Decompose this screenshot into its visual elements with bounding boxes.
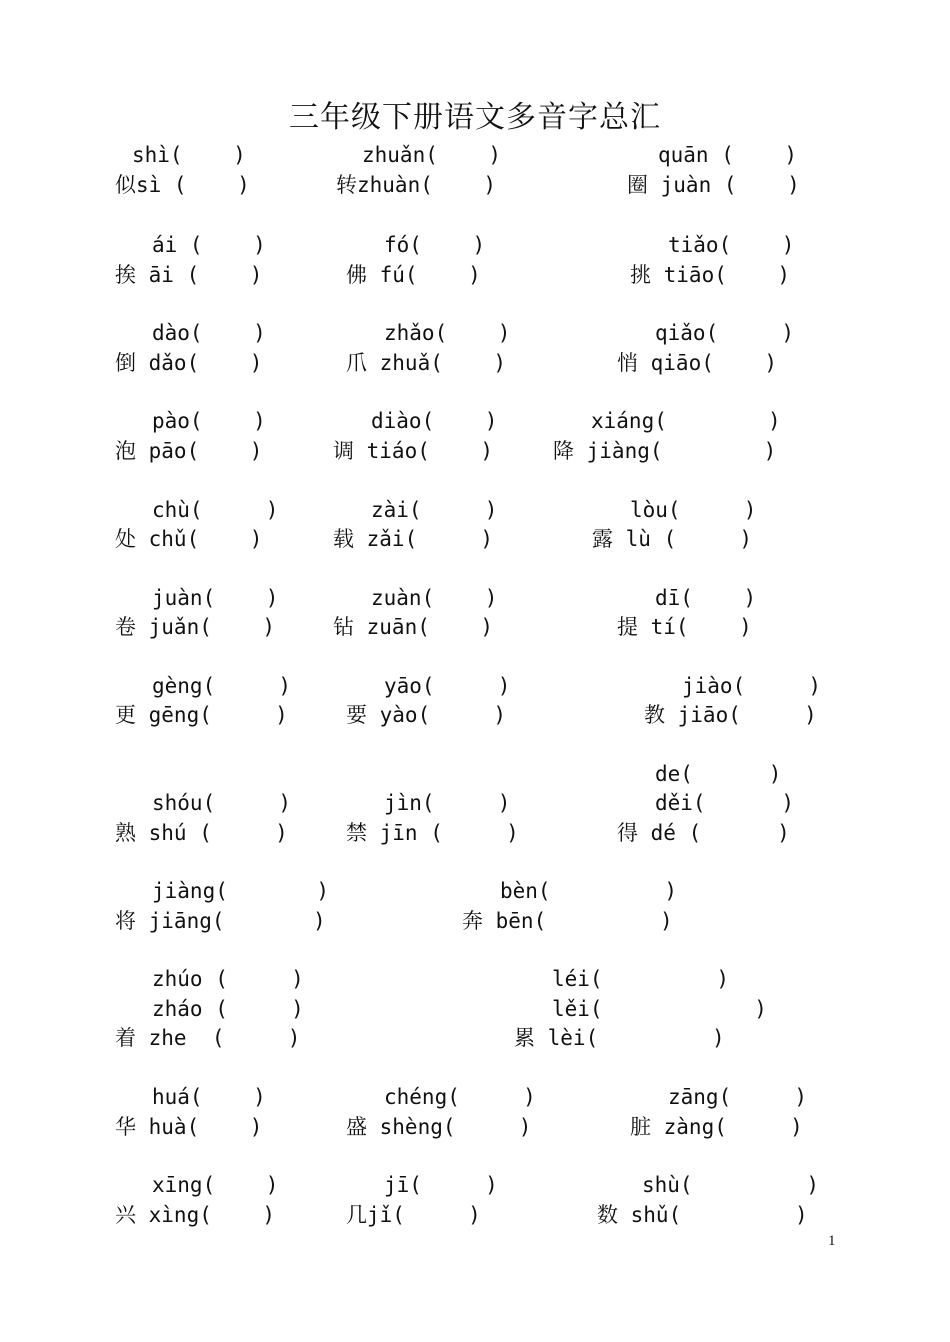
polyphone-entry: zhǎo( ) [384, 321, 511, 345]
polyphone-entry: tiǎo( ) [668, 233, 795, 257]
polyphone-entry: zāng( ) [668, 1085, 808, 1109]
polyphone-entry: yāo( ) [384, 674, 511, 698]
polyphone-entry: 数 shǔ( ) [597, 1203, 808, 1227]
polyphone-entry: de( ) [655, 762, 782, 786]
polyphone-entry: 佛 fú( ) [346, 263, 481, 287]
polyphone-entry: 禁 jīn ( ) [346, 821, 519, 845]
polyphone-entry: 盛 shèng( ) [346, 1115, 532, 1139]
polyphone-entry: fó( ) [384, 233, 486, 257]
polyphone-entry: jī( ) [384, 1173, 498, 1197]
polyphone-entry: 悄 qiāo( ) [617, 351, 778, 375]
polyphone-entry: 圈 juàn ( ) [627, 173, 800, 197]
polyphone-entry: 露 lù ( ) [592, 527, 753, 551]
polyphone-entry: 华 huà( ) [115, 1115, 263, 1139]
polyphone-entry: juàn( ) [152, 586, 279, 610]
polyphone-entry: dī( ) [655, 586, 757, 610]
polyphone-entry: 调 tiáo( ) [333, 439, 494, 463]
polyphone-entry: shóu( ) [152, 791, 292, 815]
polyphone-entry: 泡 pāo( ) [115, 439, 263, 463]
polyphone-entry: 转zhuàn( ) [336, 173, 497, 197]
polyphone-entry: 要 yào( ) [346, 703, 507, 727]
polyphone-entry: 累 lèi( ) [514, 1026, 725, 1050]
polyphone-entry: jiàng( ) [152, 879, 330, 903]
polyphone-entry: jiào( ) [682, 674, 822, 698]
polyphone-entry: 几jǐ( ) [346, 1203, 481, 1227]
polyphone-entry: chù( ) [152, 498, 279, 522]
polyphone-entry: 熟 shú ( ) [115, 821, 288, 845]
polyphone-entry: huá( ) [152, 1085, 266, 1109]
polyphone-entry: zháo ( ) [152, 997, 304, 1021]
polyphone-entry: chéng( ) [384, 1085, 536, 1109]
polyphone-entry: 着 zhe ( ) [115, 1026, 301, 1050]
polyphone-entry: shì( ) [132, 143, 246, 167]
page-title: 三年级下册语文多音字总汇 [289, 100, 661, 135]
polyphone-entry: 卷 juǎn( ) [115, 615, 276, 639]
polyphone-entry: 将 jiāng( ) [115, 909, 326, 933]
polyphone-entry: děi( ) [655, 791, 795, 815]
polyphone-entry: léi( ) [552, 967, 730, 991]
polyphone-entry: 脏 zàng( ) [630, 1115, 803, 1139]
polyphone-entry: pào( ) [152, 409, 266, 433]
polyphone-entry: 降 jiàng( ) [553, 439, 777, 463]
polyphone-entry: 挑 tiāo( ) [630, 263, 791, 287]
polyphone-entry: 更 gēng( ) [115, 703, 288, 727]
polyphone-entry: qiǎo( ) [655, 321, 795, 345]
polyphone-entry: zhúo ( ) [152, 967, 304, 991]
polyphone-entry: 兴 xìng( ) [115, 1203, 276, 1227]
polyphone-entry: 载 zǎi( ) [333, 527, 494, 551]
polyphone-entry: bèn( ) [500, 879, 678, 903]
polyphone-entry: 奔 bēn( ) [462, 909, 673, 933]
polyphone-entry: 得 dé ( ) [617, 821, 790, 845]
polyphone-entry: shù( ) [642, 1173, 820, 1197]
polyphone-entry: 钻 zuān( ) [333, 615, 494, 639]
polyphone-entry: lěi( ) [552, 997, 767, 1021]
polyphone-entry: 倒 dǎo( ) [115, 351, 263, 375]
polyphone-entry: ái ( ) [152, 233, 266, 257]
polyphone-entry: quān ( ) [658, 143, 798, 167]
polyphone-entry: xīng( ) [152, 1173, 279, 1197]
polyphone-entry: dào( ) [152, 321, 266, 345]
polyphone-entry: 似sì ( ) [115, 173, 250, 197]
page-number: 1 [828, 1233, 836, 1249]
polyphone-entry: jìn( ) [384, 791, 511, 815]
polyphone-entry: zài( ) [371, 498, 498, 522]
polyphone-entry: zuàn( ) [371, 586, 498, 610]
polyphone-entry: diào( ) [371, 409, 498, 433]
polyphone-entry: lòu( ) [630, 498, 757, 522]
polyphone-entry: xiáng( ) [591, 409, 781, 433]
polyphone-entry: 爪 zhuǎ( ) [346, 351, 507, 375]
polyphone-entry: 提 tí( ) [617, 615, 752, 639]
polyphone-entry: gèng( ) [152, 674, 292, 698]
polyphone-entry: 处 chǔ( ) [115, 527, 263, 551]
polyphone-entry: 挨 āi ( ) [115, 263, 263, 287]
polyphone-entry: zhuǎn( ) [362, 143, 502, 167]
polyphone-entry: 教 jiāo( ) [644, 703, 817, 727]
